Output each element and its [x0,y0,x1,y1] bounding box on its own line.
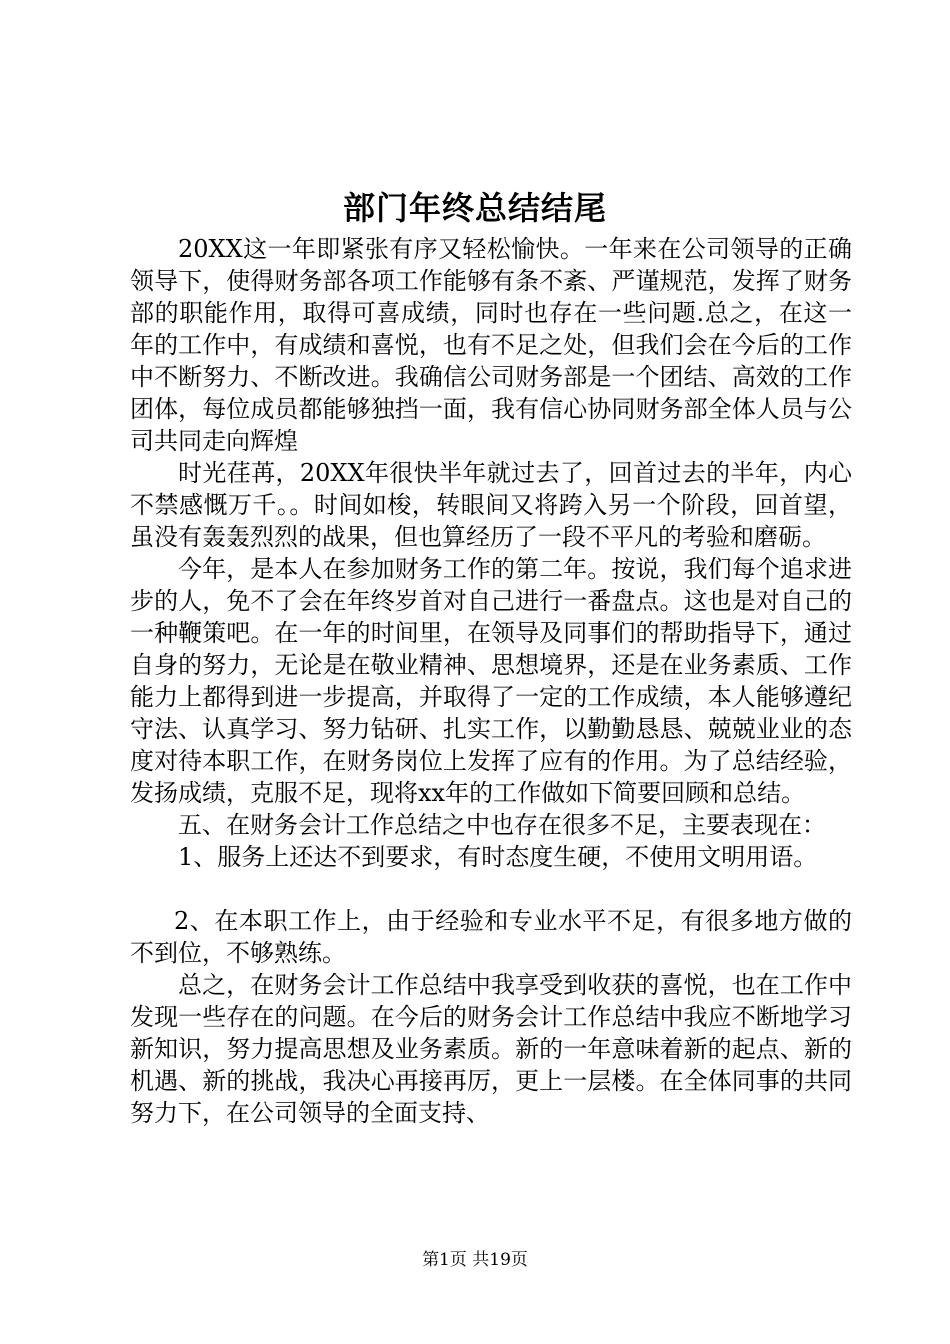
paragraph-year-summary: 20XX这一年即紧张有序又轻松愉快。一年来在公司领导的正确领导下，使得财务部各项工作能够有条不紊、严谨规范，发挥了财务部的职能作用，取得可喜成绩，同时也存在一些问题.总之，在这一年的工作中，有成绩和喜悦，也有不足之处，但我们会在今后的工作中不断努力、不断改进。我确信公司财务部是一个团结、高效的工作团体，每位成员都能够独挡一面，我有信心协同财务部全体人员与公司共同走向辉煌 [130,235,852,455]
paragraph-shortcomings-heading: 五、在财务会计工作总结之中也存在很多不足，主要表现在： [178,811,826,839]
page-number-footer: 第1页 共19页 [422,1250,528,1270]
paragraph-conclusion: 总之，在财务会计工作总结中我享受到收获的喜悦，也在工作中发现一些存在的问题。在今后的财务会计工作总结中我应不断地学习新知识，努力提高思想及业务素质。新的一年意味着新的起点、新的机遇、新的挑战，我决心再接再厉，更上一层楼。在全体同事的共同努力下，在公司领导的全面支持、 [130,971,852,1127]
paragraph-shortcoming-1: 1、服务上还达不到要求，有时态度生硬，不使用文明用语。 [178,843,818,871]
document-title: 部门年终总结结尾 [342,189,607,227]
paragraph-second-year: 今年，是本人在参加财务工作的第二年。按说，我们每个追求进步的人，免不了会在年终岁首对自己进行一番盘点。这也是对自己的一种鞭策吧。在一年的时间里，在领导及同事们的帮助指导下，通过自身的努力，无论是在敬业精神、思想境界，还是在业务素质、工作能力上都得到进一步提高，并取得了一定的工作成绩，本人能够遵纪守法、认真学习、努力钻研、扎实工作，以勤勤恳恳、兢兢业业的态度对待本职工作，在财务岗位上发挥了应有的作用。为了总结经验，发扬成绩，克服不足，现将xx年的工作做如下简要回顾和总结。 [130,555,852,807]
document-body [130,233,852,1129]
paragraph-shortcoming-2: 2、在本职工作上，由于经验和专业水平不足，有很多地方做的不到位，不够熟练。 [130,907,852,967]
paragraph-half-year: 时光荏苒，20XX年很快半年就过去了，回首过去的半年，内心不禁感慨万千。。时间如梭，转眼间又将跨入另一个阶段，回首望，虽没有轰轰烈烈的战果，但也算经历了一段不平凡的考验和磨砺。 [130,459,852,551]
